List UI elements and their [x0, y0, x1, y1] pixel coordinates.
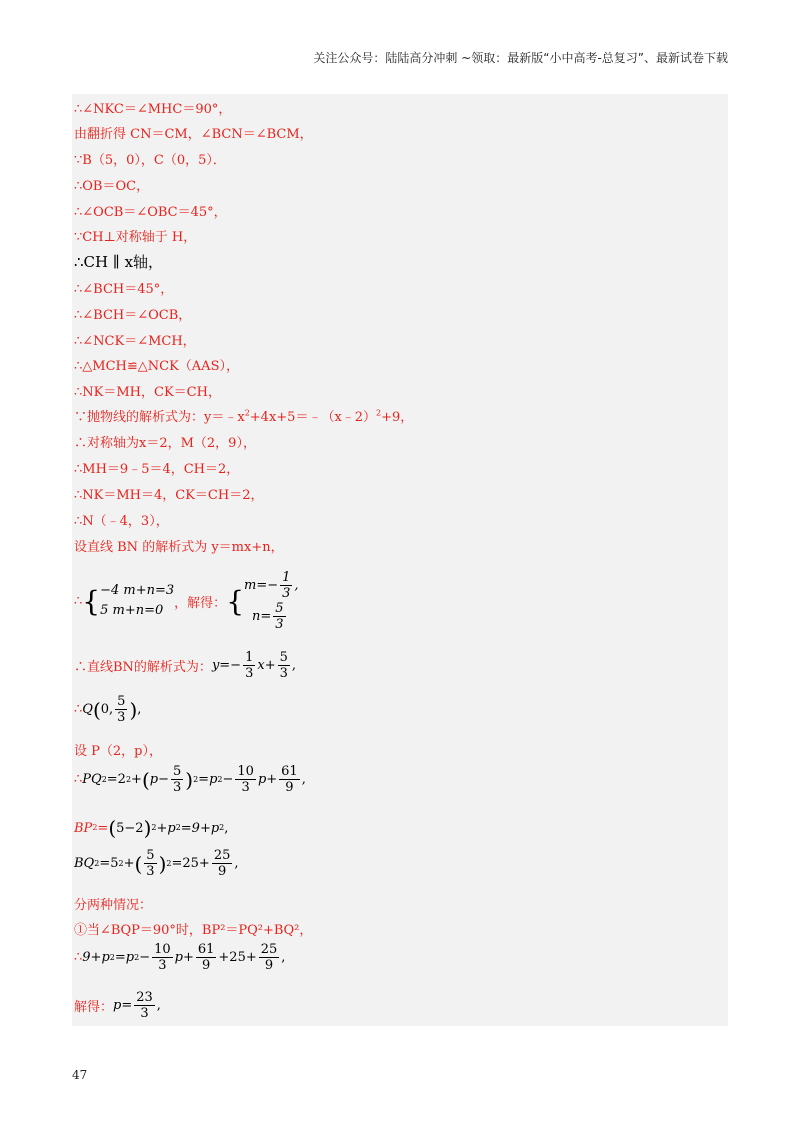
- numerator: 23: [136, 990, 153, 1005]
- fraction: [279, 764, 300, 795]
- five-minus-two: 5−2: [116, 820, 144, 836]
- line-20: [74, 650, 296, 681]
- numerator: 1: [245, 650, 254, 665]
- line-21: [74, 694, 141, 725]
- therefore: ∴: [74, 593, 83, 609]
- numerator: 61: [281, 764, 298, 779]
- numerator: 10: [237, 764, 254, 779]
- line-17: ∴N（﹣4，3），: [74, 514, 169, 529]
- bn-label: ∴直线BN的解析式为：: [74, 660, 212, 675]
- denominator: 3: [172, 780, 182, 795]
- rparen: ): [143, 816, 152, 840]
- fraction: [171, 764, 183, 795]
- comma: ,: [156, 998, 161, 1013]
- denominator: 9: [217, 864, 227, 879]
- rparen: ): [185, 767, 194, 792]
- page-number: 47: [72, 1068, 88, 1082]
- line-16: ∴NK＝MH＝4，CK＝CH＝2，: [74, 488, 264, 503]
- line-28: ∴ 9+p 2 =p 2 − $\frac{10}{3}$ p+ $\frac{61}{9}$ +25+ $\frac{25}{9}$ ,: [74, 942, 286, 973]
- fraction: [235, 764, 256, 795]
- fraction: [280, 570, 292, 601]
- plus: +: [131, 772, 142, 787]
- line-27: ①当∠BQP＝90°时，BP²＝PQ²+BQ²，: [74, 923, 313, 938]
- nine-plus-p: 9+p: [82, 950, 110, 965]
- numerator: 5: [275, 601, 284, 616]
- fraction: [196, 942, 217, 973]
- parabola-text-b: +4x+5＝﹣（x﹣2）: [249, 410, 377, 425]
- line-24: BP 2 = ( 5−2 ) 2 +p 2 =9+p 2 ,: [74, 816, 229, 840]
- numerator: 61: [197, 942, 215, 957]
- comma: ,: [301, 772, 306, 787]
- eq-25: =25+: [171, 856, 210, 871]
- parabola-text-a: ∵抛物线的解析式为：y＝﹣x: [74, 410, 245, 425]
- plus: +: [123, 856, 135, 871]
- comma: ,: [137, 702, 142, 717]
- eq-5sq: =5: [99, 856, 119, 871]
- therefore: ∴: [74, 772, 83, 787]
- nine-plus-p: =9+p: [180, 820, 220, 836]
- line-10: ∴∠NCK＝∠MCH，: [74, 334, 196, 349]
- line-5: ∴∠OCB＝∠OBC＝45°，: [74, 205, 227, 220]
- bn-x: x+: [257, 658, 276, 673]
- plus-25: +25+: [218, 950, 257, 965]
- eq-p: =p: [114, 950, 135, 965]
- therefore: ∴: [74, 950, 83, 965]
- line-8: ∴∠BCH＝45°，: [74, 282, 174, 297]
- n-eq: n=: [252, 609, 272, 624]
- denominator: 3: [282, 586, 291, 601]
- line-9: ∴∠BCH＝∠OCB，: [74, 308, 192, 323]
- lparen: (: [108, 816, 117, 840]
- numerator: 5: [172, 764, 182, 779]
- pq: PQ: [82, 772, 102, 787]
- comma: ,: [281, 950, 286, 965]
- denominator: 3: [241, 780, 250, 795]
- numerator: 5: [117, 694, 126, 709]
- rparen: ): [129, 697, 138, 722]
- q-x: 0,: [100, 702, 114, 717]
- p-plus: p+: [257, 772, 278, 787]
- sup: 2: [244, 408, 250, 418]
- bq: BQ: [74, 856, 95, 871]
- m-solution: [244, 570, 299, 601]
- equation-system: [100, 581, 174, 621]
- brace: {: [82, 584, 101, 618]
- rparen: ): [158, 851, 167, 876]
- line-26: 分两种情况：: [74, 898, 153, 913]
- fraction: [134, 990, 155, 1021]
- fraction: [115, 694, 127, 725]
- numerator: 10: [154, 942, 171, 957]
- eq: =: [97, 820, 109, 836]
- line-25: BQ 2 =5 2 + ( $\frac{5}{3}$ ) 2 =25+ $\frac{25}{9}$ ,: [74, 848, 239, 879]
- denominator: 3: [279, 666, 288, 681]
- denominator: 3: [117, 710, 126, 725]
- comma: ,: [291, 658, 297, 673]
- denominator: 3: [146, 864, 155, 879]
- solution-system: [244, 570, 299, 632]
- fraction: [212, 848, 233, 879]
- numerator: 25: [260, 942, 278, 957]
- solve-label: ，解得：: [174, 595, 227, 611]
- brace: {: [226, 584, 245, 618]
- fraction: [144, 848, 156, 879]
- sup: 2: [376, 408, 382, 418]
- plus-p: +p: [156, 820, 176, 836]
- p-plus: p+: [174, 950, 194, 965]
- line-22: 设 P（2，p），: [74, 744, 162, 759]
- eq-2: 5 m+n=0: [100, 603, 164, 618]
- line-29: [74, 990, 161, 1021]
- solution-block: [72, 94, 728, 1026]
- line-14: ∴对称轴为x＝2，M（2，9），: [74, 436, 256, 451]
- lparen: (: [141, 767, 150, 792]
- minus: −: [139, 950, 151, 965]
- parabola-text-c: +9，: [381, 410, 414, 425]
- numerator: 5: [279, 650, 288, 665]
- line-6: ∵CH⊥对称轴于 H，: [74, 230, 197, 245]
- line-4: ∴OB＝OC，: [74, 179, 150, 194]
- line-12: ∴NK＝MH，CK＝CH，: [74, 385, 221, 400]
- line-11: ∴△MCH≌△NCK（AAS），: [74, 359, 239, 374]
- fraction: [243, 650, 255, 681]
- lparen: (: [134, 851, 143, 876]
- denominator: 3: [275, 617, 284, 632]
- line-2: 由翻折得 CN＝CM，∠BCN＝∠BCM，: [74, 127, 313, 142]
- p-eq: p=: [113, 998, 133, 1013]
- bn-eq: y=−: [211, 658, 242, 673]
- eq-2sq: =2: [106, 772, 126, 787]
- p-minus: p−: [149, 772, 169, 787]
- denominator: 3: [245, 666, 254, 681]
- fraction: [278, 650, 290, 681]
- denominator: 3: [158, 958, 167, 973]
- line-1: ∴∠NKC＝∠MHC＝90°，: [74, 102, 232, 117]
- denominator: 9: [264, 958, 274, 973]
- lparen: (: [92, 697, 101, 722]
- fraction: [273, 601, 285, 632]
- line-3: ∵B（5，0），C（0，5）．: [74, 153, 226, 168]
- line-7: ∴CH ∥ x轴，: [74, 253, 164, 271]
- line-23: ∴ PQ 2 =2 2 + ( p− $\frac{5}{3}$ ) 2 =p 2 − $\frac{10}{3}$ p+ $\frac{61}{9}$ ,: [74, 764, 306, 795]
- bp: BP: [74, 820, 93, 836]
- n-solution: [244, 601, 299, 632]
- line-13: [74, 406, 413, 425]
- numerator: 1: [282, 570, 291, 585]
- line-18: 设直线 BN 的解析式为 y＝mx+n，: [74, 540, 284, 555]
- numerator: 25: [213, 848, 231, 863]
- fraction: [152, 942, 173, 973]
- page-header: 关注公众号：陆陆高分冲刺 ~领取：最新版“小中高考-总复习”、最新试卷下载: [313, 51, 728, 65]
- fraction: [259, 942, 280, 973]
- minus: −: [222, 772, 234, 787]
- line-19: [74, 564, 299, 638]
- denominator: 9: [201, 958, 211, 973]
- eq-p: =p: [198, 772, 218, 787]
- solve-label: 解得：: [74, 1000, 114, 1015]
- comma: ,: [234, 856, 239, 871]
- comma: ,: [224, 820, 229, 836]
- denominator: 9: [285, 780, 294, 795]
- comma: ,: [294, 578, 299, 593]
- m-eq: m=−: [244, 578, 279, 593]
- q-label: Q: [82, 702, 93, 717]
- eq-1: −4 m+n=3: [100, 583, 175, 598]
- therefore: ∴: [74, 702, 83, 717]
- numerator: 5: [146, 848, 155, 863]
- line-15: ∴MH＝9﹣5＝4，CH＝2，: [74, 462, 240, 477]
- denominator: 3: [140, 1006, 149, 1021]
